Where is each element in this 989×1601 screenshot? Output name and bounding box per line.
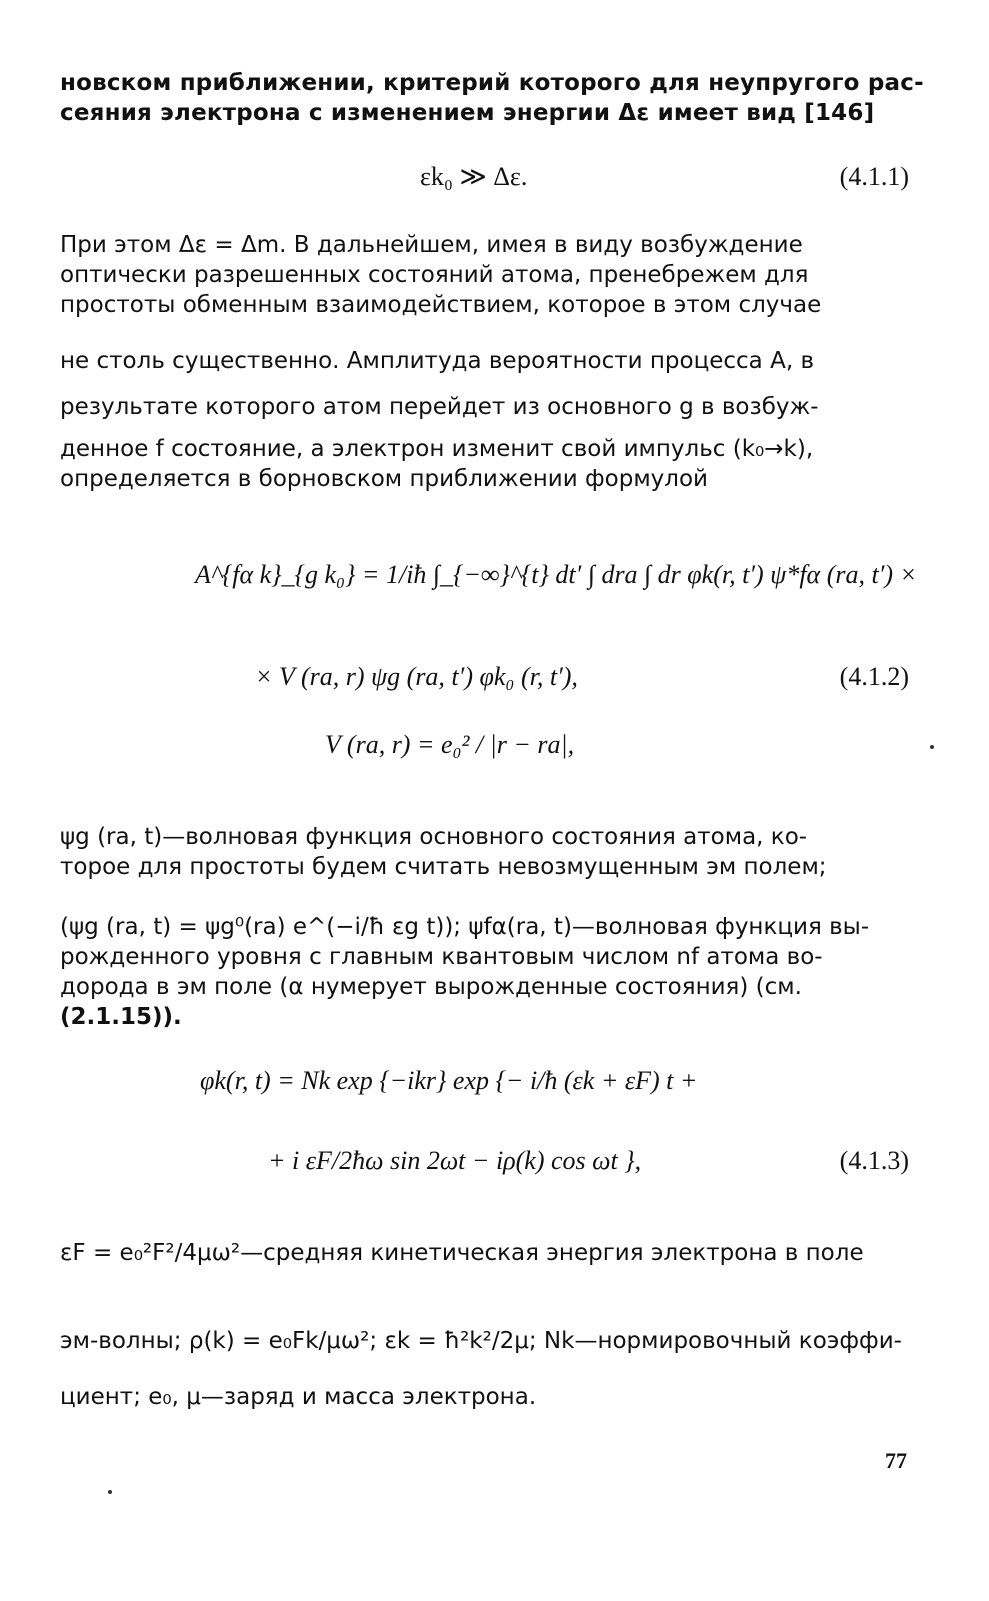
equation-body: V (ra, r) = e₀² / |r − ra|, — [325, 730, 575, 759]
text-line: определяется в борновском приближении формулой — [60, 466, 708, 492]
equation-number: (4.1.2) — [839, 662, 909, 691]
equation-4-1-2-potential — [325, 730, 574, 760]
equation-body: εk₀ ≫ Δε. — [420, 162, 528, 191]
text-line: оптически разрешенных состояний атома, пренебрежем для — [60, 262, 809, 288]
text-line: денное f состояние, а электрон изменит свой импульс (k₀→k), — [60, 436, 814, 462]
text-line: циент; e₀, μ—заряд и масса электрона. — [60, 1384, 537, 1410]
scan-speck — [930, 745, 934, 749]
text-line: торое для простоты будем считать невозмущенным эм полем; — [60, 854, 827, 880]
text-line: εF = e₀²F²/4μω²—средняя кинетическая энергия электрона в поле — [60, 1240, 864, 1266]
paragraph-2 — [60, 230, 908, 494]
text-line: не столь существенно. Амплитуда вероятности процесса A, в — [60, 348, 815, 374]
equation-4-1-3-line-2 — [268, 1146, 641, 1176]
text-line: При этом Δε = Δm. В дальнейшем, имея в виду возбуждение — [60, 232, 803, 258]
text-line: результате которого атом перейдет из основного g в возбуж- — [60, 394, 819, 420]
scan-speck — [108, 1490, 112, 1494]
paragraph-1 — [60, 68, 924, 128]
paragraph-4 — [60, 1238, 908, 1412]
text-line: дорода в эм поле (α нумерует вырожденные состояния) (см. — [60, 974, 802, 1000]
text-line: простоты обменным взаимодействием, которое в этом случае — [60, 292, 822, 318]
text-line: эм-волны; ρ(k) = e₀Fk/μω²; εk = ħ²k²/2μ; Nk—нормировочный коэффи- — [60, 1328, 902, 1354]
equation-4-1-2-line-2 — [255, 662, 578, 692]
text-line: (2.1.15)). — [60, 1004, 182, 1030]
equation-4-1-1 — [420, 162, 527, 192]
equation-body: × V (ra, r) ψg (ra, t′) φk₀ (r, t′), — [255, 662, 578, 691]
equation-body: A^{fα k}_{g k₀} = 1/iħ ∫_{−∞}^{t} dt′ ∫ dra ∫ dr φk(r, t′) ψ*fα (ra, t′) × — [195, 560, 918, 589]
text-line: сеяния электрона с изменением энергии Δε имеет вид [146] — [60, 100, 875, 126]
page-number: 77 — [885, 1448, 907, 1473]
equation-number: (4.1.1) — [839, 162, 909, 191]
equation-body: + i εF/2ħω sin 2ωt − iρ(k) cos ωt }, — [268, 1146, 642, 1175]
equation-body: φk(r, t) = Nk exp {−ikr} exp {− i/ħ (εk + εF) t + — [200, 1066, 698, 1095]
text-line: (ψg (ra, t) = ψg⁰(ra) e^(−i/ħ εg t)); ψfα(ra, t)—волновая функция вы- — [60, 914, 870, 940]
text-line: ψg (ra, t)—волновая функция основного состояния атома, ко- — [60, 824, 808, 850]
equation-4-1-2-line-1 — [195, 560, 917, 590]
text-line: рожденного уровня с главным квантовым числом nf атома во- — [60, 944, 823, 970]
equation-number: (4.1.3) — [839, 1146, 909, 1175]
equation-4-1-3-line-1 — [200, 1066, 697, 1096]
text-line: новском приближении, критерий которого для неупругого рас- — [60, 70, 924, 96]
paragraph-3 — [60, 822, 908, 1032]
